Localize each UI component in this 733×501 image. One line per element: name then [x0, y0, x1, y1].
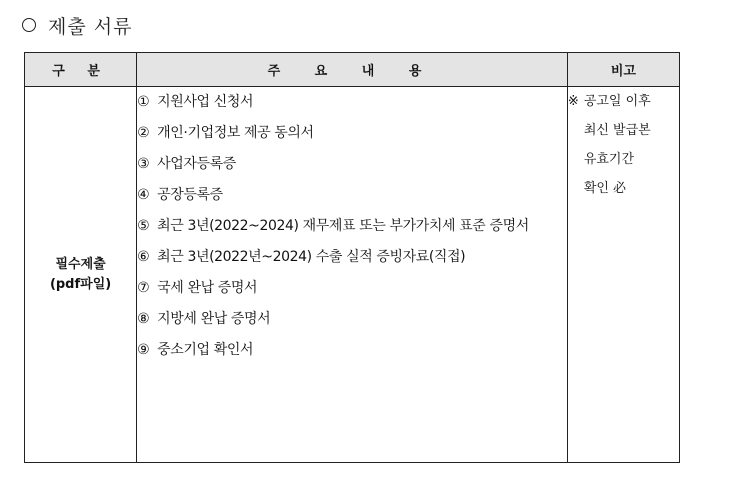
item-number: ⑥ — [137, 249, 150, 265]
item-text: 사업자등록증 — [157, 156, 236, 172]
list-item — [137, 180, 567, 211]
list-item — [137, 149, 567, 180]
item-number: ⑨ — [137, 342, 150, 358]
list-item — [137, 304, 567, 335]
circle-icon — [22, 18, 36, 32]
item-number: ② — [137, 125, 150, 141]
list-item — [137, 118, 567, 149]
item-text: 지방세 완납 증명서 — [157, 311, 271, 327]
header-category: 구 분 — [25, 53, 137, 87]
remarks-text: 공고일 이후 — [583, 94, 651, 109]
category-cell — [25, 87, 137, 463]
category-format: (pdf파일) — [49, 276, 112, 292]
item-number: ⑦ — [137, 280, 150, 296]
document-items-cell — [137, 87, 568, 463]
item-number: ⑧ — [137, 311, 150, 327]
item-number: ① — [137, 94, 150, 110]
item-text: 중소기업 확인서 — [157, 342, 254, 358]
submission-documents-table — [24, 52, 680, 463]
table-header-row — [25, 53, 680, 87]
category-label: 필수제출 — [55, 256, 106, 272]
reference-mark: ※ — [567, 94, 579, 109]
remarks-line: 유효기간 — [583, 152, 635, 167]
header-main-content: 주 요 내 용 — [137, 53, 568, 87]
item-number: ③ — [137, 156, 150, 172]
item-text: 최근 3년(2022년~2024) 수출 실적 증빙자료(직접) — [157, 249, 466, 265]
item-text: 국세 완납 증명서 — [157, 280, 258, 296]
table-row — [25, 87, 680, 463]
list-item — [137, 211, 567, 242]
item-text: 지원사업 신청서 — [157, 94, 254, 110]
remarks-line: 최신 발급본 — [583, 123, 651, 138]
item-text: 공장등록증 — [157, 187, 223, 203]
item-text: 최근 3년(2022~2024) 재무제표 또는 부가가치세 표준 증명서 — [157, 218, 529, 234]
remarks-line — [568, 87, 679, 116]
list-item — [137, 242, 567, 273]
document-list — [137, 87, 567, 366]
section-heading — [22, 12, 132, 38]
remarks-cell — [567, 87, 679, 463]
list-item — [137, 335, 567, 366]
section-title: 제출 서류 — [48, 15, 133, 38]
item-text: 개인·기업정보 제공 동의서 — [157, 125, 314, 141]
item-number: ⑤ — [137, 218, 150, 234]
header-remarks: 비고 — [567, 53, 679, 87]
list-item — [137, 273, 567, 304]
remarks-line: 확인 必 — [583, 181, 627, 196]
list-item — [137, 87, 567, 118]
item-number: ④ — [137, 187, 150, 203]
